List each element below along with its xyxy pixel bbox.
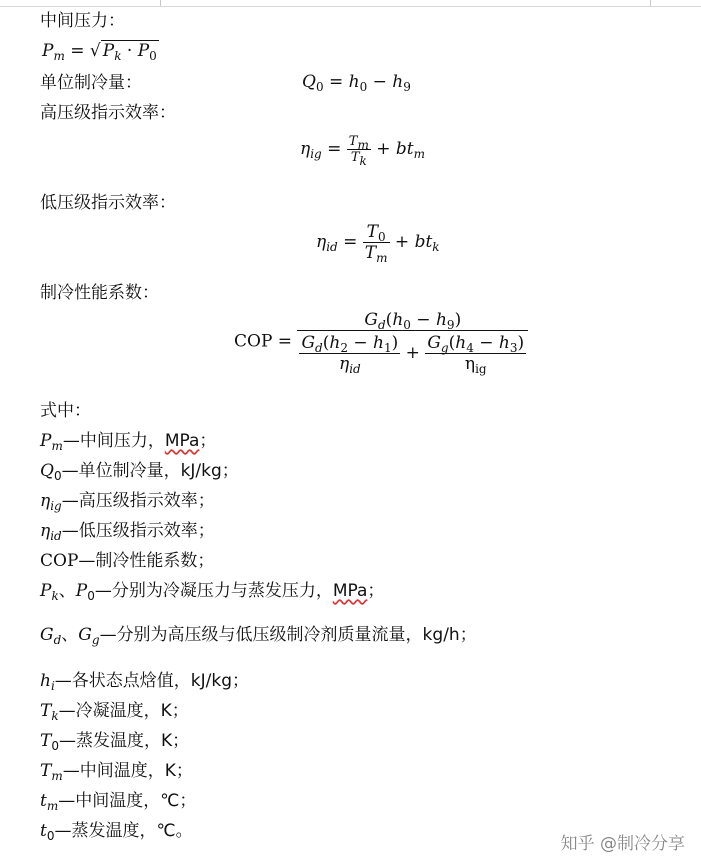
def-cop: COP—制冷性能系数； xyxy=(40,551,215,571)
label-high-stage-efficiency: 高压级指示效率： xyxy=(40,103,176,123)
ruler-tick xyxy=(650,0,651,6)
def-eta-id: $\eta_{id}—$低压级指示效率； xyxy=(40,521,215,543)
def-hi: $h_i—$各状态点焓值，kJ/kg； xyxy=(40,671,250,693)
watermark: 知乎 @制冷分享 xyxy=(560,834,685,854)
def-q0: $Q_0—$单位制冷量，kJ/kg； xyxy=(40,461,239,483)
label-low-stage-efficiency: 低压级指示效率： xyxy=(40,193,176,213)
def-gd-gg: $G_d$、$G_g—$分别为高压级与低压级制冷剂质量流量，kg/h； xyxy=(40,625,477,647)
def-t0-celsius: $t_0—$蒸发温度，℃。 xyxy=(40,821,193,843)
formula-q0: $Q_0 = h_0 - h_9$ xyxy=(302,72,411,94)
formula-eta-ig: $\eta_{ig}$ = $\frac{T_m}{T_k}$ + $bt_m$ xyxy=(300,134,426,168)
def-pk-p0: $P_k$、$P_0—$分别为冷凝压力与蒸发压力，MPa； xyxy=(40,581,385,603)
label-where: 式中： xyxy=(40,401,91,421)
label-unit-refrigeration: 单位制冷量： xyxy=(40,73,142,93)
formula-cop: COP = $G_d(h_0 - h_9)$ $\frac{G_d(h_2 - h_1)}{\eta_{id}}$ + $\frac{G_g(h_4 - h_3)}{\eta_{ig}}$ xyxy=(234,310,528,374)
formula-eta-id: $\eta_{id}$ = $\frac{T_0}{T_m}$ + $bt_k$ xyxy=(316,222,440,265)
def-pm: $P_m—$中间压力，MPa； xyxy=(40,431,217,453)
formula-pm: $P_m$ = √ $P_k \cdot P_0$ xyxy=(42,41,157,63)
def-t0: $T_0—$蒸发温度，K； xyxy=(40,731,190,753)
top-border xyxy=(0,6,701,7)
ruler-tick xyxy=(160,0,161,6)
def-eta-ig: $\eta_{ig}—$高压级指示效率； xyxy=(40,491,215,513)
def-tk: $T_k—$冷凝温度，K； xyxy=(40,701,189,723)
def-tm-celsius: $t_m—$中间温度，℃； xyxy=(40,791,197,813)
def-tm: $T_m—$中间温度，K； xyxy=(40,761,193,783)
label-intermediate-pressure: 中间压力： xyxy=(40,11,125,31)
label-cop: 制冷性能系数： xyxy=(40,283,159,303)
